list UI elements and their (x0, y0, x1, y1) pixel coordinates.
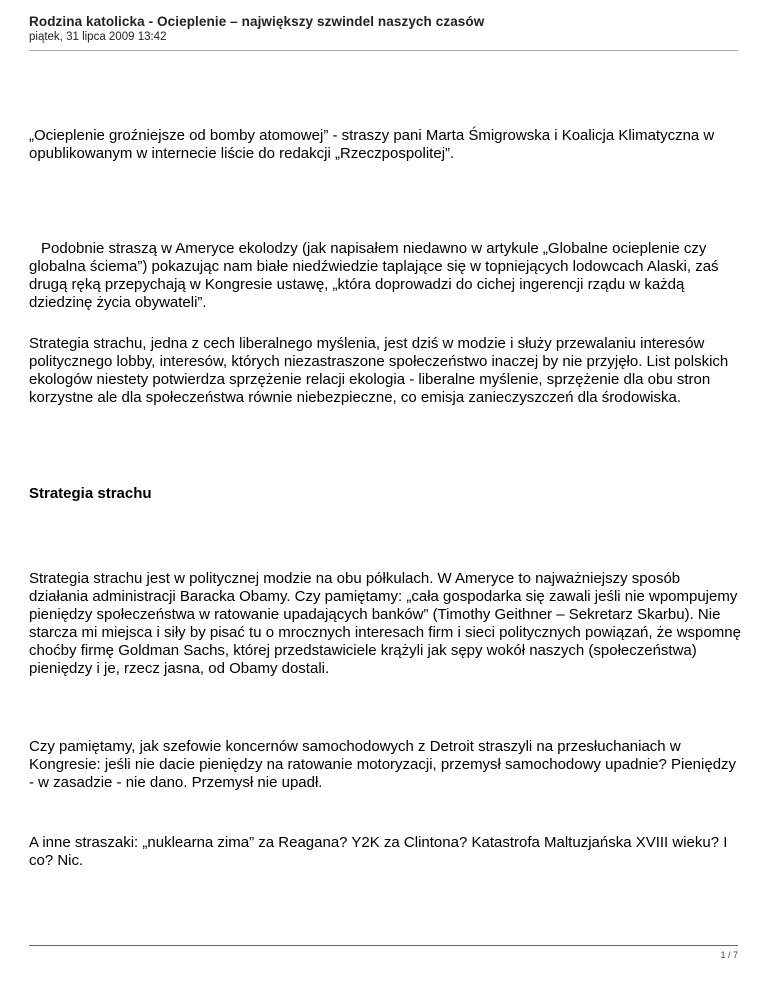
page-title: Rodzina katolicka - Ocieplenie – największy szwindel naszych czasów (29, 14, 485, 29)
page-header (0, 0, 768, 52)
section-heading: Strategia strachu (29, 485, 152, 502)
footer-divider (29, 945, 738, 946)
article-paragraph-3: Strategia strachu, jedna z cech liberalnego myślenia, jest dziś w modzie i służy przewalaniu interesów politycznego lobby, interesów, których niezastraszone społeczeństwo inaczej by nie przyjęło. List polskich ekologów niestety potwierdza sprzężenie relacji ekologia - liberalne myślenie, sprzężenie dla obu stron korzystne ale dla społeczeństwa równie niebezpieczne, co emisja zanieczyszczeń dla środowiska. (29, 335, 729, 406)
section-paragraph-3: A inne straszaki: „nuklearna zima” za Reagana? Y2K za Clintona? Katastrofa Maltuzjańska XVIII wieku? I co? Nic. (29, 834, 728, 869)
article-paragraph-2: Podobnie straszą w Ameryce ekolodzy (jak napisałem niedawno w artykule „Globalne ocieplenie czy globalna ściema”) pokazując nam białe niedźwiedzie taplające się w topniejących lodowcach Alaski, zaś drugą ręką przepychają w Kongresie ustawę, „która doprowadzi do cichej ingerencji rządu w każdą dziedzinę życia obywateli”. (29, 240, 719, 311)
article-paragraph-1: „Ocieplenie groźniejsze od bomby atomowej” - straszy pani Marta Śmigrowska i Koalicja Klimatyczna w opublikowanym w internecie liście do redakcji „Rzeczpospolitej”. (29, 127, 715, 162)
publication-date: piątek, 31 lipca 2009 13:42 (29, 31, 167, 43)
section-paragraph-1: Strategia strachu jest w politycznej modzie na obu półkulach. W Ameryce to najważniejszy sposób działania administracji Baracka Obamy. Czy pamiętamy: „cała gospodarka się zawali jeśli nie wpompujemy pieniędzy społeczeństwa w ratowanie upadających banków” (Timothy Geithner – Sekretarz Skarbu). Nie starcza mi miejsca i siły by pisać tu o mrocznych interesach firm i sieci politycznych powiązań, że wspomnę choćby firmę Goldman Sachs, której przedstawiciele krążyli jak sępy wokół naszych (społeczeństwa) pieniędzy i je, rzecz jasna, od Obamy dostali. (29, 570, 741, 677)
page-number: 1 / 7 (720, 950, 738, 960)
section-paragraph-2: Czy pamiętamy, jak szefowie koncernów samochodowych z Detroit straszyli na przesłuchaniach w Kongresie: jeśli nie dacie pieniędzy na ratowanie motoryzacji, przemysł samochodowy upadnie? Pieniędzy - w zasadzie - nie dano. Przemysł nie upadł. (29, 738, 737, 791)
header-divider (29, 50, 738, 51)
